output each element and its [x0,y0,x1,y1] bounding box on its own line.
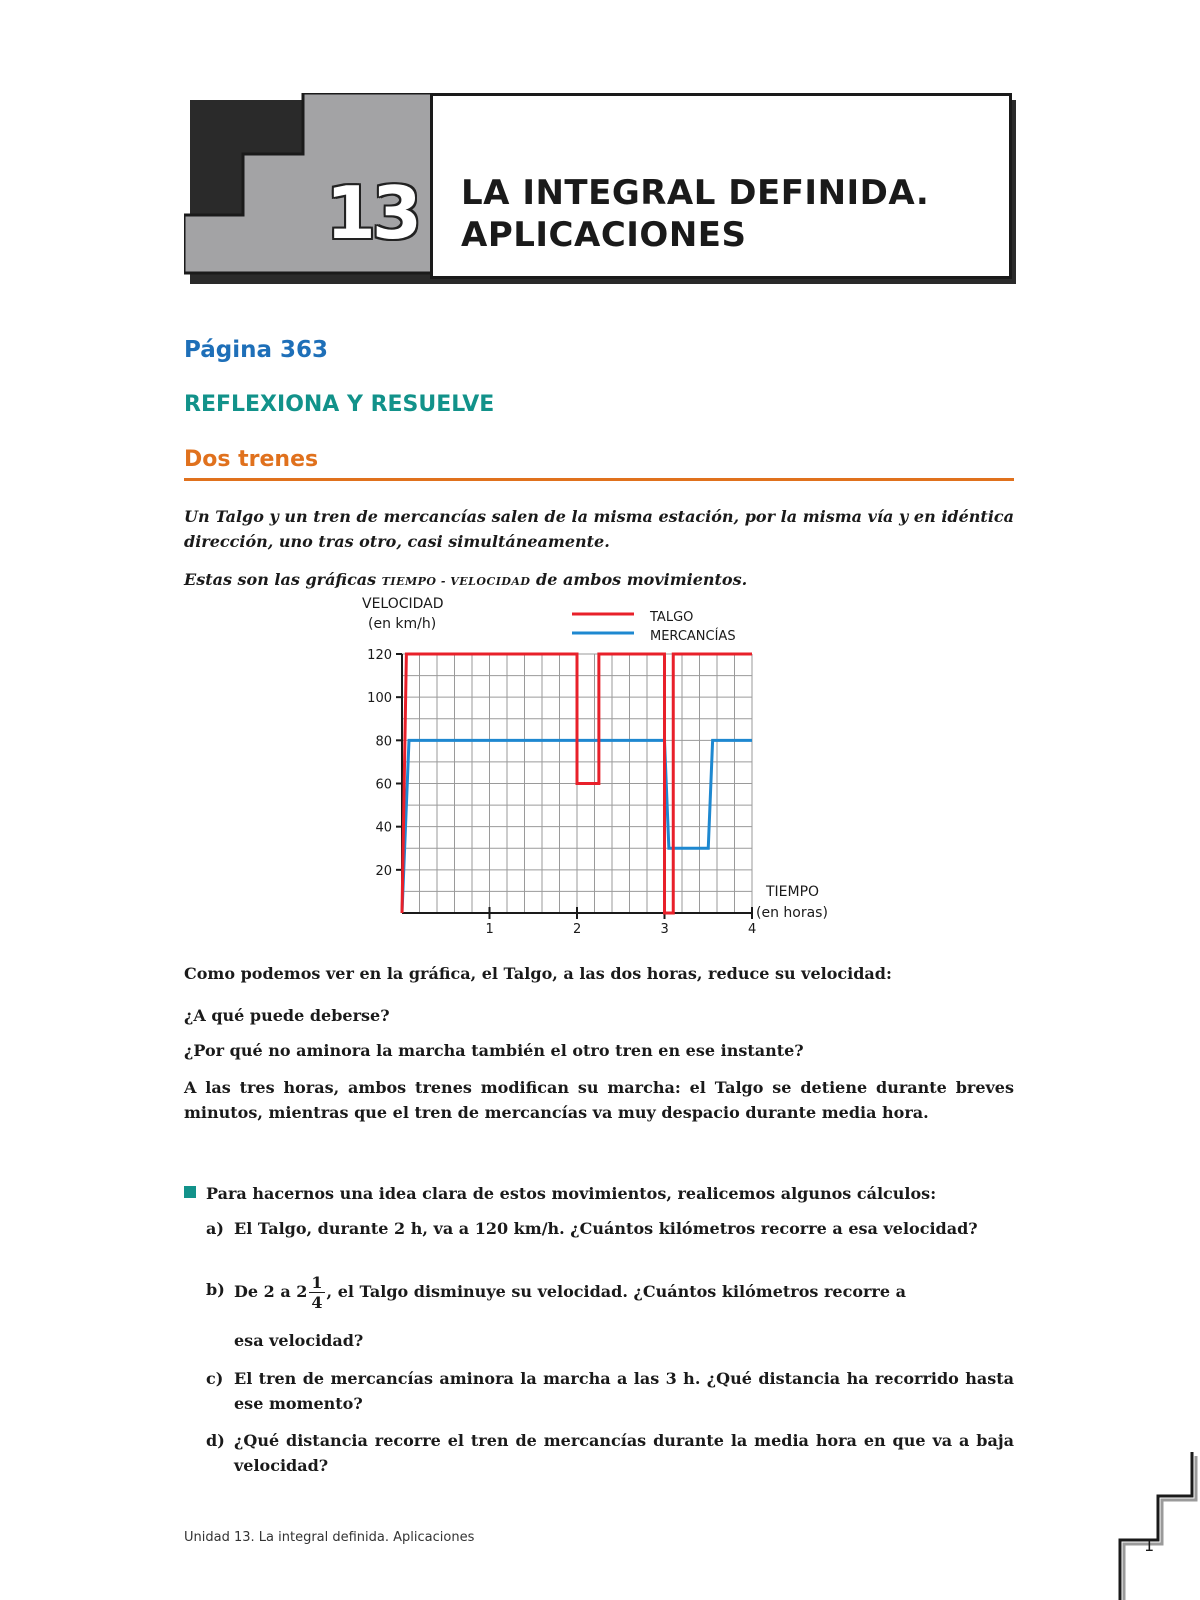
x-tick-label: 3 [660,922,669,937]
item-b-line2: esa velocidad? [234,1331,364,1350]
item-b-label: b) [206,1280,225,1299]
chapter-title [461,172,929,256]
fraction-denominator: 4 [311,1293,323,1312]
chapter-header [184,93,1012,277]
footer-stairs-graphic [1068,1450,1200,1600]
question-4: A las tres horas, ambos trenes modifican su marcha: el Talgo se detiene durante breves minutos, mientras que el tren de mercancías va muy despacio durante media hora. [184,1078,1014,1122]
bullet-square-icon [184,1186,196,1198]
x-tick-label: 4 [748,922,757,937]
item-a-text: El Talgo, durante 2 h, va a 120 km/h. ¿Cuántos kilómetros recorre a esa velocidad? [234,1219,978,1238]
x-axis-label-line2: (en horas) [756,905,828,921]
intro-small-caps: TIEMPO - VELOCIDAD [381,575,531,588]
intro-text-before: Estas son las gráficas [184,570,382,589]
list-item-b [206,1273,1014,1312]
subsection-divider [184,478,1014,481]
page-number: 1 [1144,1536,1155,1555]
bullet-intro [184,1181,1014,1206]
y-axis-label-line1: VELOCIDAD [362,596,444,612]
chart-legend [572,610,736,644]
footer-text: Unidad 13. La integral definida. Aplicaciones [184,1530,475,1545]
intro-text-after: de ambos movimientos. [530,570,748,589]
legend-label-mercancias: MERCANCÍAS [650,629,736,644]
list-item-a [206,1216,1014,1241]
page-label: Página 363 [184,337,329,363]
item-d-text: ¿Qué distancia recorre el tren de mercancías durante la media hora en que va a baja velocidad? [234,1431,1014,1475]
y-tick-label: 20 [375,863,392,879]
section-title: REFLEXIONA Y RESUELVE [184,392,495,417]
question-3: ¿Por qué no aminora la marcha también el otro tren en ese instante? [184,1041,804,1060]
x-tick-label: 1 [485,922,494,937]
fraction-numerator: 1 [311,1273,323,1292]
item-b-after: , el Talgo disminuye su velocidad. ¿Cuántos kilómetros recorre a [326,1282,906,1301]
intro-paragraph: Un Talgo y un tren de mercancías salen de la misma estación, por la misma vía y en idéntica dirección, uno tras otro, casi simultáneamente. [184,507,1014,551]
question-2: ¿A qué puede deberse? [184,1006,390,1025]
list-item-d [206,1428,1014,1478]
subsection-title: Dos trenes [184,447,319,472]
item-b-text [234,1273,1014,1312]
item-a-label: a) [206,1219,224,1238]
y-tick-label: 60 [375,777,392,793]
item-b-before: De 2 a 2 [234,1282,308,1301]
question-1: Como podemos ver en la gráfica, el Talgo, a las dos horas, reduce su velocidad: [184,964,892,983]
fraction-one-quarter [309,1273,324,1312]
speed-time-chart [0,590,1200,950]
list-item-c [206,1366,1014,1416]
y-tick-label: 120 [367,648,392,663]
y-tick-label: 40 [375,820,392,836]
y-axis-label-line2: (en km/h) [368,616,437,632]
item-d-label: d) [206,1431,225,1450]
y-tick-label: 80 [375,734,392,750]
bullet-intro-text: Para hacernos una idea clara de estos movimientos, realicemos algunos cálculos: [206,1184,937,1203]
chart-ticks [367,648,756,937]
chapter-title-line2: APLICACIONES [461,215,747,255]
legend-label-talgo: TALGO [650,610,694,625]
list-item-b-continued [206,1328,1014,1353]
item-c-label: c) [206,1369,224,1388]
item-c-text: El tren de mercancías aminora la marcha a las 3 h. ¿Qué distancia ha recorrido hasta ese momento? [234,1369,1014,1413]
header-title-box [430,93,1012,279]
unit-number: 13 [325,171,418,255]
chapter-title-line1: LA INTEGRAL DEFINIDA. [461,173,930,213]
x-axis-label-line1: TIEMPO [766,884,820,900]
y-tick-label: 100 [367,691,392,707]
x-tick-label: 2 [573,922,582,937]
